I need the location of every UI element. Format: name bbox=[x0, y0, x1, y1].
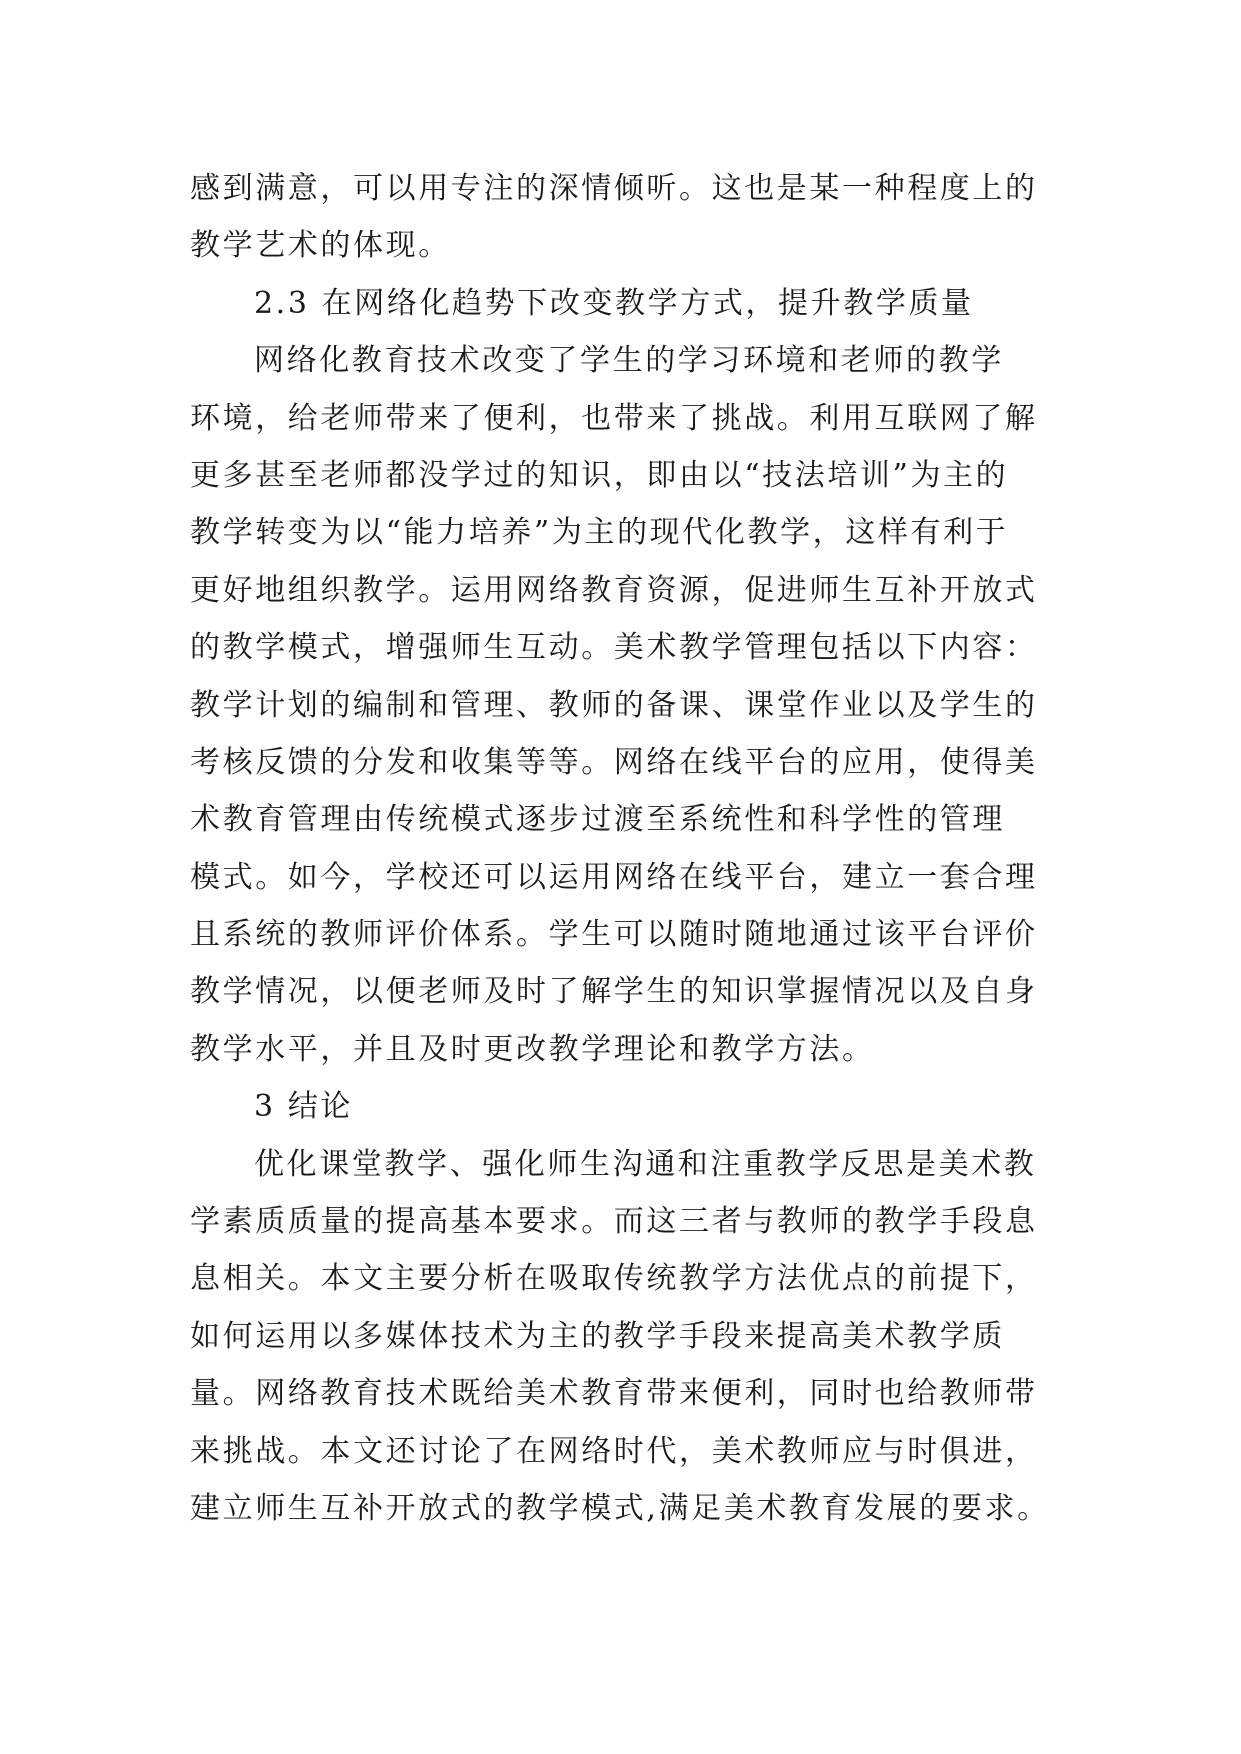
text-line: 的教学模式，增强师生互动。美术教学管理包括以下内容： bbox=[190, 630, 1038, 666]
body-text bbox=[190, 160, 1055, 1537]
text-line: 考核反馈的分发和收集等等。网络在线平台的应用，使得美 bbox=[190, 744, 1038, 780]
text-line: 更多甚至老师都没学过的知识，即由以“技法培训”为主的 bbox=[190, 457, 1009, 493]
section-heading-2-3: 2.3 在网络化趋势下改变教学方式，提升教学质量 bbox=[254, 285, 974, 321]
text-line: 网络化教育技术改变了学生的学习环境和老师的教学 bbox=[254, 343, 1004, 379]
text-line: 教学水平，并且及时更改教学理论和教学方法。 bbox=[190, 1031, 875, 1067]
text-line: 优化课堂教学、强化师生沟通和注重教学反思是美术教 bbox=[254, 1146, 1037, 1182]
text-line: 息相关。本文主要分析在吸取传统教学方法优点的前提下， bbox=[190, 1261, 1038, 1297]
text-line: 环境，给老师带来了便利，也带来了挑战。利用互联网了解 bbox=[190, 400, 1038, 436]
text-line: 如何运用以多媒体技术为主的教学手段来提高美术教学质 bbox=[190, 1318, 1005, 1354]
paragraph-intro bbox=[190, 160, 1055, 275]
text-line: 感到满意，可以用专注的深情倾听。这也是某一种程度上的 bbox=[190, 171, 1038, 206]
text-line: 教学计划的编制和管理、教师的备课、课堂作业以及学生的 bbox=[190, 687, 1038, 723]
text-line: 学素质质量的提高基本要求。而这三者与教师的教学手段息 bbox=[190, 1204, 1038, 1240]
text-line: 来挑战。本文还讨论了在网络时代，美术教师应与时俱进， bbox=[190, 1433, 1038, 1469]
text-line: 教学转变为以“能力培养”为主的现代化教学，这样有利于 bbox=[190, 515, 1009, 551]
text-line: 建立师生互补开放式的教学模式,满足美术教育发展的要求。 bbox=[190, 1490, 1050, 1526]
text-line: 教学情况，以便老师及时了解学生的知识掌握情况以及自身 bbox=[190, 974, 1038, 1010]
paragraph-3 bbox=[190, 1136, 1055, 1538]
section-heading-3: 3 结论 bbox=[254, 1089, 354, 1125]
text-line: 术教育管理由传统模式逐步过渡至系统性和科学性的管理 bbox=[190, 802, 1005, 838]
paragraph-2-3 bbox=[190, 332, 1055, 1078]
text-line: 更好地组织教学。运用网络教育资源，促进师生互补开放式 bbox=[190, 572, 1038, 608]
text-line: 且系统的教师评价体系。学生可以随时随地通过该平台评价 bbox=[190, 917, 1038, 953]
text-line: 模式。如今，学校还可以运用网络在线平台，建立一套合理 bbox=[190, 859, 1038, 895]
text-line: 量。网络教育技术既给美术教育带来便利，同时也给教师带 bbox=[190, 1376, 1038, 1412]
text-line: 教学艺术的体现。 bbox=[190, 228, 451, 264]
